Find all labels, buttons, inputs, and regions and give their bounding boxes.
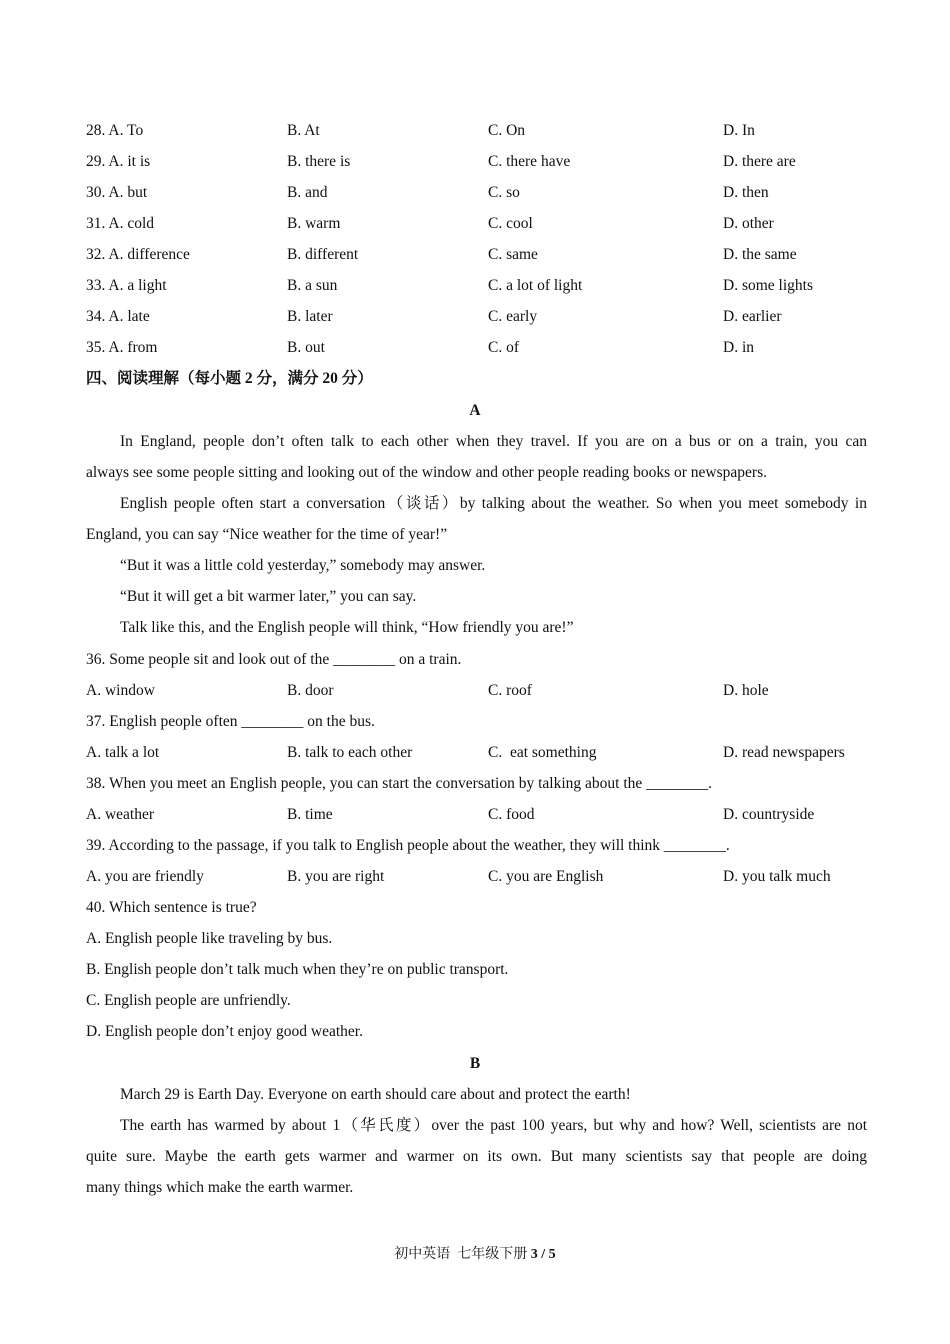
option-d: D. In [723, 122, 755, 139]
passage-text: English people often start a conversation（谈话）by talking about the weather. So when you meet somebody in [120, 495, 867, 512]
section-heading: 四、阅读理解（每小题 2 分，满分 20 分） [86, 370, 373, 387]
passage-text: England, you can say “Nice weather for the time of year!” [86, 526, 448, 543]
page-footer [0, 1240, 950, 1270]
option-a: A. talk a lot [86, 744, 160, 761]
passage-text: The earth has warmed by about 1（华氏度）over the past 100 years, but why and how? Well, scientists are not [120, 1117, 867, 1134]
passage-b-line [0, 1110, 950, 1141]
question-stem: 40. Which sentence is true? [86, 899, 257, 916]
passage-a-line [0, 457, 950, 488]
option-d: D. then [723, 184, 769, 201]
option-b: B. there is [287, 153, 351, 170]
passage-text: many things which make the earth warmer. [86, 1179, 354, 1196]
option-d: D. read newspapers [723, 744, 845, 761]
option-b: B. warm [287, 215, 341, 232]
option-d: D. the same [723, 246, 797, 263]
option-row-29 [0, 146, 950, 177]
option-b: B. later [287, 308, 333, 325]
question-38 [0, 768, 950, 799]
option-b: B. different [287, 246, 359, 263]
passage-text: March 29 is Earth Day. Everyone on earth should care about and protect the earth! [120, 1086, 631, 1103]
option-b: B. you are right [287, 868, 385, 885]
question-40-option-b [0, 954, 950, 985]
question-stem: 39. According to the passage, if you talk to English people about the weather, they will think ________. [86, 837, 730, 854]
passage-text: Talk like this, and the English people will think, “How friendly you are!” [120, 619, 574, 636]
option-d: D. countryside [723, 806, 815, 823]
option-d: D. English people don’t enjoy good weather. [86, 1023, 363, 1040]
option-b: B. and [287, 184, 328, 201]
passage-text: “But it will get a bit warmer later,” you can say. [120, 588, 417, 605]
passage-a-label-row [0, 395, 950, 426]
option-c: C. same [488, 246, 538, 263]
question-40-option-c [0, 985, 950, 1016]
passage-text: quite sure. Maybe the earth gets warmer and warmer on its own. But many scientists say that people are doing [86, 1148, 867, 1165]
page-number: 3 / 5 [530, 1247, 556, 1262]
passage-a-line [0, 488, 950, 519]
option-row-28 [0, 115, 950, 146]
option-c: C. of [488, 339, 519, 356]
question-stem: 37. English people often ________ on the bus. [86, 713, 375, 730]
passage-text: In England, people don’t often talk to each other when they travel. If you are on a bus or on a train, you can [120, 433, 867, 450]
passage-a-line [0, 581, 950, 612]
option-a: 28. A. To [86, 122, 144, 139]
option-c: C. there have [488, 153, 571, 170]
question-37 [0, 706, 950, 737]
question-stem: 36. Some people sit and look out of the ________ on a train. [86, 651, 462, 668]
question-40-option-d [0, 1016, 950, 1047]
passage-b-line [0, 1079, 950, 1110]
question-36 [0, 644, 950, 675]
passage-a-line [0, 519, 950, 550]
option-row-32 [0, 239, 950, 270]
option-b: B. out [287, 339, 325, 356]
option-b: B. door [287, 682, 334, 699]
question-40 [0, 892, 950, 923]
passage-text: always see some people sitting and looking out of the window and other people reading books or newspapers. [86, 464, 767, 481]
option-b: B. At [287, 122, 320, 139]
option-d: D. in [723, 339, 754, 356]
question-36-options [0, 675, 950, 706]
passage-text: “But it was a little cold yesterday,” somebody may answer. [120, 557, 486, 574]
option-d: D. some lights [723, 277, 813, 294]
option-a: 34. A. late [86, 308, 150, 325]
option-c: C. food [488, 806, 535, 823]
option-a: A. you are friendly [86, 868, 204, 885]
option-a: 32. A. difference [86, 246, 190, 263]
option-a: A. weather [86, 806, 154, 823]
option-b: B. talk to each other [287, 744, 413, 761]
option-a: A. English people like traveling by bus. [86, 930, 333, 947]
passage-a-line [0, 612, 950, 643]
option-c: C. English people are unfriendly. [86, 992, 291, 1009]
passage-b-line [0, 1141, 950, 1172]
option-a: 30. A. but [86, 184, 148, 201]
option-row-35 [0, 332, 950, 363]
option-c: C. so [488, 184, 520, 201]
option-a: 35. A. from [86, 339, 158, 356]
footer-text: 初中英语 七年级下册 [394, 1247, 531, 1262]
passage-b-label-row [0, 1048, 950, 1079]
option-row-31 [0, 208, 950, 239]
option-d: D. there are [723, 153, 796, 170]
option-d: D. you talk much [723, 868, 831, 885]
question-38-options [0, 799, 950, 830]
passage-a-line [0, 550, 950, 581]
option-c: C. a lot of light [488, 277, 583, 294]
option-a: 33. A. a light [86, 277, 167, 294]
question-stem: 38. When you meet an English people, you can start the conversation by talking about the ________. [86, 775, 713, 792]
option-b: B. English people don’t talk much when they’re on public transport. [86, 961, 509, 978]
option-c: C. early [488, 308, 538, 325]
option-d: D. earlier [723, 308, 782, 325]
passage-b-line [0, 1172, 950, 1203]
passage-a-label: A [469, 402, 481, 419]
question-39 [0, 830, 950, 861]
passage-b-label: B [469, 1055, 481, 1072]
option-b: B. a sun [287, 277, 338, 294]
option-a: 31. A. cold [86, 215, 155, 232]
option-d: D. hole [723, 682, 769, 699]
option-c: C. cool [488, 215, 533, 232]
question-40-option-a [0, 923, 950, 954]
passage-a-line [0, 426, 950, 457]
option-row-34 [0, 301, 950, 332]
option-c: C. eat something [488, 744, 597, 761]
section-heading-row [0, 363, 950, 394]
question-39-options [0, 861, 950, 892]
option-b: B. time [287, 806, 333, 823]
option-row-33 [0, 270, 950, 301]
question-37-options [0, 737, 950, 768]
option-c: C. roof [488, 682, 532, 699]
option-a: A. window [86, 682, 155, 699]
option-c: C. On [488, 122, 526, 139]
option-d: D. other [723, 215, 774, 232]
option-c: C. you are English [488, 868, 604, 885]
option-row-30 [0, 177, 950, 208]
option-a: 29. A. it is [86, 153, 151, 170]
